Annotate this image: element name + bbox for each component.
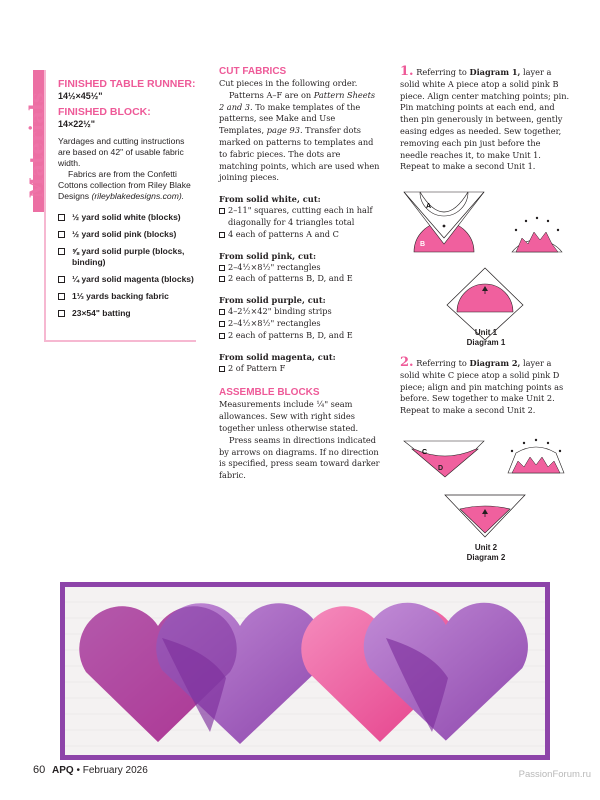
list-item: 2 each of patterns B, D, and E (219, 273, 381, 285)
steps-column (400, 66, 570, 173)
checkbox-icon (58, 248, 65, 255)
block-size: 14×22½" (58, 119, 96, 129)
cut-list (219, 205, 381, 240)
materials-note (58, 136, 196, 202)
checkbox-icon (58, 231, 65, 238)
cut-group-title: From solid magenta, cut: (219, 351, 336, 362)
checkbox-icon (58, 214, 65, 221)
checkbox-icon (219, 208, 225, 214)
checkbox-icon (58, 293, 65, 300)
checkbox-icon (219, 265, 225, 271)
diagram-1-caption (446, 328, 526, 348)
matching-dot (443, 225, 446, 228)
checkbox-icon (58, 310, 65, 317)
step-1: 1. Referring to Diagram 1, layer a solid white A piece atop a solid pink B piece. Align center matching points; pin. Pin matching points at each end, and then pin generously in between, gently easing edges as needed. Sew together, removing each pin just before the needle reaches it, to make Unit 1. Repeat to make a second Unit 1. (400, 64, 570, 172)
cut-fabrics-column (219, 66, 381, 482)
list-item: 23×54" batting (58, 308, 196, 319)
table-runner-quilt (60, 582, 550, 760)
list-item: 2–11" squares, cutting each in half diagonally for 4 triangles total (219, 205, 381, 229)
diagram-1-pieces-left (404, 192, 484, 252)
checkbox-icon (219, 309, 225, 315)
checkbox-icon (219, 333, 225, 339)
checkbox-icon (58, 276, 65, 283)
step-number: 2. (400, 355, 414, 370)
list-item: ⅝ yard solid purple (blocks, binding) (58, 246, 196, 268)
list-item: ½ yard solid pink (blocks) (58, 229, 196, 240)
runner-heading: FINISHED TABLE RUNNER: (58, 78, 196, 90)
label-d: D (438, 465, 444, 472)
cut-list (219, 363, 381, 375)
step-2: 2. Referring to Diagram 2, layer a solid white C piece atop a solid pink D piece; align and pin matching points as before. Sew together to make Unit 2. Repeat to make a second Unit 2. (400, 355, 564, 416)
diagram-1-pinned (512, 217, 562, 252)
fabric-source-note: Fabrics are from the Confetti Cottons collection from Riley Blake Designs (58, 169, 191, 201)
cut-list (219, 262, 381, 286)
checkbox-icon (219, 276, 225, 282)
materials-list (58, 212, 196, 319)
white-a-piece (404, 192, 484, 244)
magazine-name: APQ (52, 765, 74, 776)
unit-2-shape (445, 495, 525, 537)
pinned-pink-piece (516, 232, 558, 252)
step-number: 1. (400, 64, 414, 79)
cut-intro: Cut pieces in the following order. Patterns A–F are on Pattern Sheets 2 and 3. To make templates of the patterns, see Make and Use Templates, page 93. Transfer dots marked on patterns to templates and to fabric pieces. The dots are matching points, which are used when joining pieces. (219, 78, 380, 183)
cut-group-title: From solid white, cut: (219, 194, 321, 205)
diagram-2-pinned (508, 439, 564, 473)
diagram-2-pieces-left (404, 441, 484, 477)
yardage-note: Yardages and cutting instructions are based on 42" of usable fabric width. (58, 136, 185, 168)
cut-fabrics-heading: CUT FABRICS (219, 66, 287, 77)
materials-tab-label: Materials (26, 91, 48, 199)
block-heading: FINISHED BLOCK: (58, 106, 151, 118)
cut-list (219, 306, 381, 341)
cut-group-title: From solid purple, cut: (219, 295, 326, 306)
list-item: 2 each of patterns B, D, and E (219, 330, 381, 342)
page-footer (33, 764, 148, 776)
list-item: ½ yard solid white (blocks) (58, 212, 196, 223)
watermark: PassionForum.ru (518, 769, 591, 780)
label-b: B (420, 241, 426, 248)
checkbox-icon (219, 321, 225, 327)
diagram-1-label: Diagram 1 (466, 338, 506, 347)
label-c: C (422, 449, 428, 456)
diagram-2-caption (446, 543, 526, 563)
diagram-1 (400, 180, 570, 350)
runner-size: 14½×45½" (58, 91, 103, 101)
assemble-text: Measurements include ¼" seam allowances. Sew with right sides together unless otherwise stated. Press seams in directions indicated by arrows on diagrams. If no direction is specified, press seam toward darker fabric. (219, 399, 380, 481)
unit-2-label: Unit 2 (474, 543, 498, 552)
list-item: ¼ yard solid magenta (blocks) (58, 274, 196, 285)
label-a: A (426, 203, 432, 210)
list-item: 1⅓ yards backing fabric (58, 291, 196, 302)
list-item: 4–2½×42" binding strips (219, 306, 381, 318)
diagram-2-label: Diagram 2 (466, 553, 506, 562)
checkbox-icon (219, 232, 225, 238)
assemble-heading: ASSEMBLE BLOCKS (219, 387, 320, 399)
issue-date: • February 2026 (76, 765, 148, 776)
page-number: 60 (33, 764, 46, 776)
list-item: 2–4½×8½" rectangles (219, 318, 381, 330)
list-item: 4 each of patterns A and C (219, 229, 381, 241)
materials-panel (44, 70, 196, 342)
list-item: 2 of Pattern F (219, 363, 381, 375)
cut-group-title: From solid pink, cut: (219, 250, 317, 261)
step-2-block (400, 357, 570, 417)
fabric-source-link: (rileyblakedesigns.com). (91, 191, 185, 201)
unit-1-label: Unit 1 (474, 328, 498, 337)
list-item: 2–4½×8½" rectangles (219, 262, 381, 274)
checkbox-icon (219, 366, 225, 372)
